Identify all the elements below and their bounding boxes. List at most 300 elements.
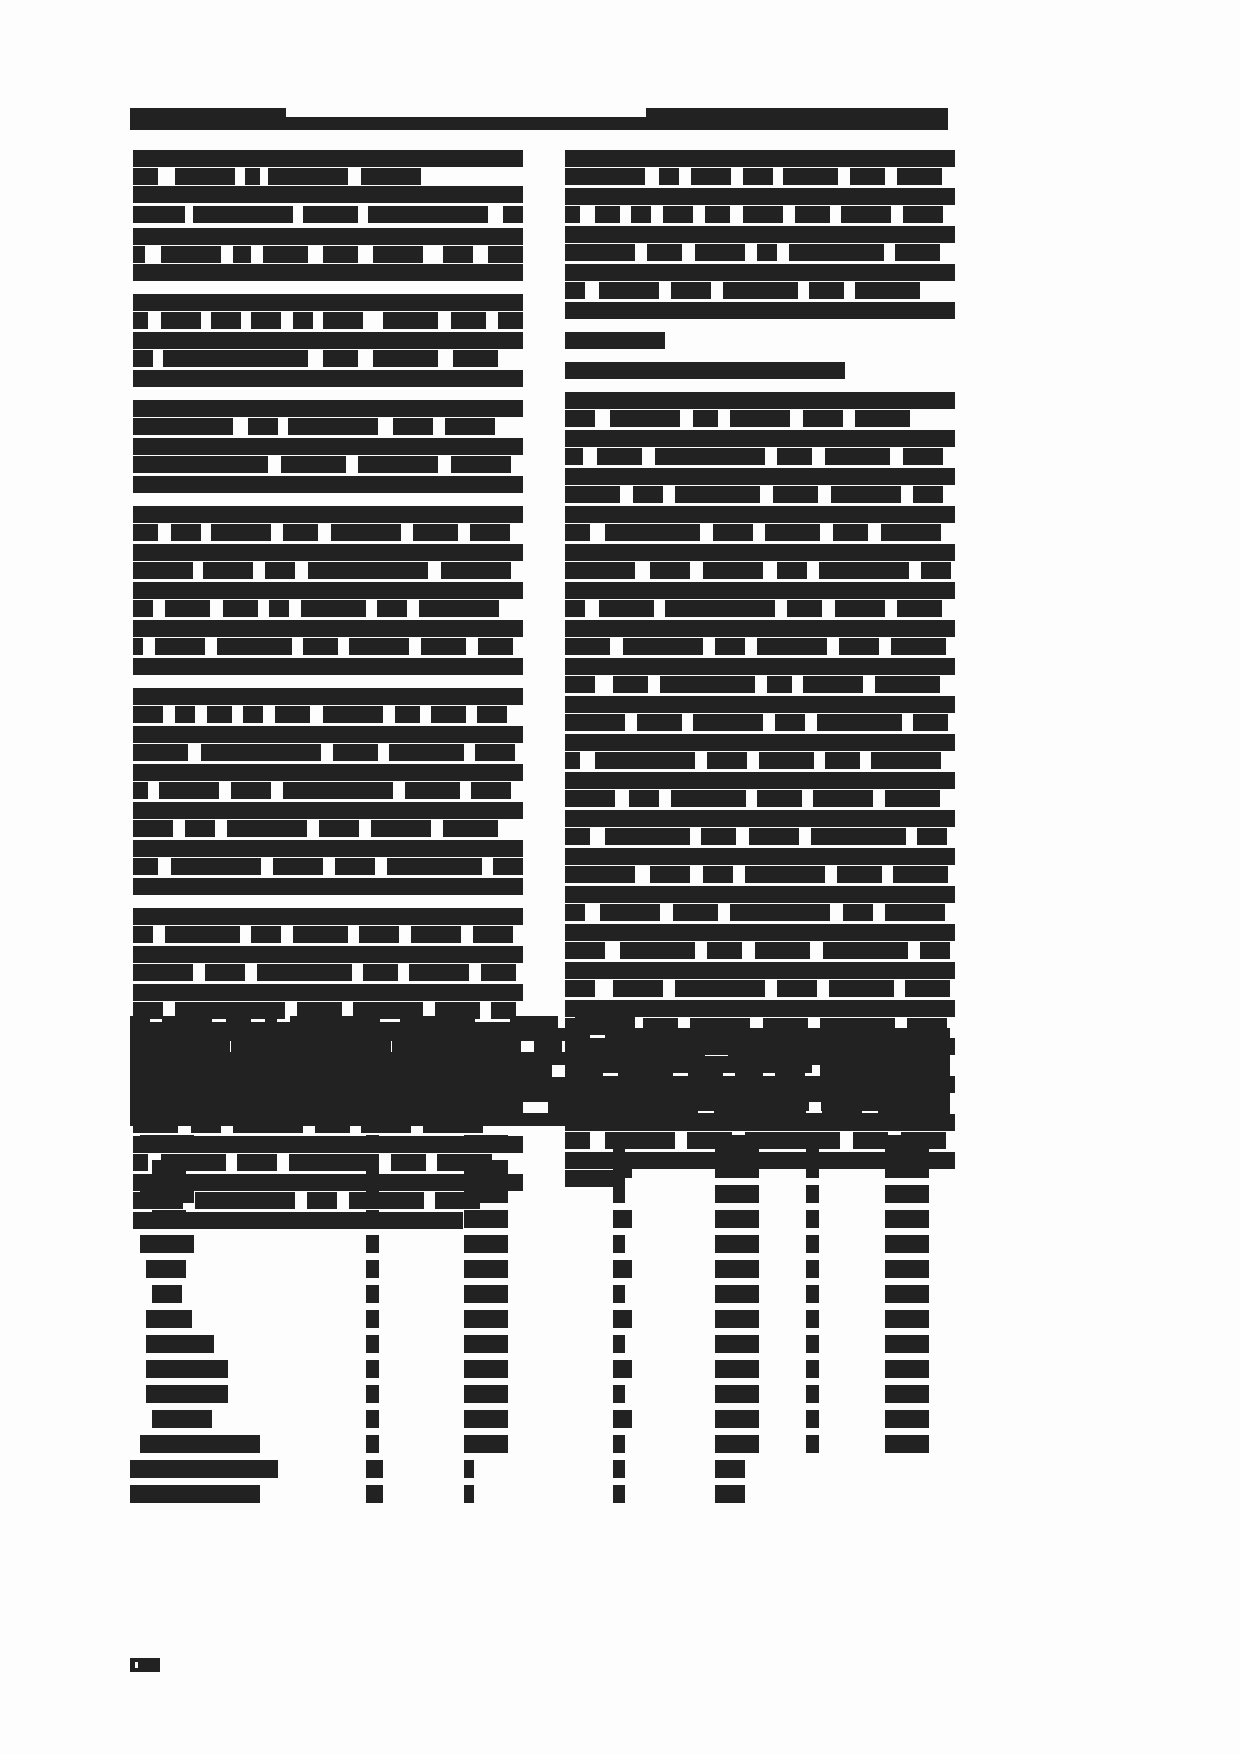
table-cell-text [130, 1257, 131, 1258]
redacted-text-span [599, 282, 659, 299]
table-row-label [152, 1160, 186, 1178]
redacted-text-span [743, 168, 773, 185]
table-cell [885, 1360, 929, 1378]
redacted-text-span [231, 782, 271, 799]
table-cell-text [130, 1232, 131, 1233]
table-cell [806, 1260, 819, 1278]
redacted-text-span [471, 782, 511, 799]
table-cell-text [130, 1432, 131, 1433]
redacted-text-span [833, 524, 868, 541]
redacted-text-span [745, 866, 825, 883]
redacted-text-span [283, 524, 318, 541]
redacted-text-span [161, 246, 221, 263]
redacted-text-span [245, 168, 260, 185]
table-cell-text [130, 1282, 131, 1283]
redacted-text-span [825, 448, 890, 465]
table-cell [366, 1160, 379, 1178]
redacted-text-span [565, 150, 955, 167]
redacted-text-span [599, 600, 654, 617]
redacted-text-span [395, 706, 420, 723]
redacted-text-span [673, 904, 718, 921]
table-cell [885, 1410, 929, 1428]
redacted-text-span [903, 206, 943, 223]
redacted-text-span [633, 486, 663, 503]
redacted-text-span [565, 582, 955, 599]
redacted-text-span [133, 476, 523, 493]
redacted-text-span [565, 282, 585, 299]
redacted-text-span [650, 562, 690, 579]
redacted-text-span [913, 714, 948, 731]
redacted-text-span [730, 904, 830, 921]
table-cell-text [130, 1357, 131, 1358]
table-cell [613, 1285, 625, 1303]
redacted-text-span [185, 820, 215, 837]
redacted-text-span [175, 168, 235, 185]
redacted-text-span [349, 638, 409, 655]
redacted-text-span [675, 486, 760, 503]
table-row[interactable] [130, 1132, 950, 1157]
redacted-text-span [358, 456, 438, 473]
redacted-text-span [203, 562, 253, 579]
table-row-label [140, 1435, 260, 1453]
table-cell [715, 1160, 759, 1178]
table-row[interactable] [130, 1407, 950, 1432]
table-cell-text [130, 1232, 131, 1233]
redacted-text-span [133, 658, 523, 675]
table-cell [885, 1135, 929, 1153]
table-cell-text [130, 1207, 131, 1208]
redacted-text-span [478, 638, 513, 655]
table-row-label [146, 1260, 186, 1278]
table-cell-text [130, 1207, 131, 1208]
redacted-text-span [823, 942, 908, 959]
table-row-label [152, 1285, 182, 1303]
redacted-text-span [405, 782, 460, 799]
redacted-text-span [133, 638, 143, 655]
redacted-text-span [453, 350, 498, 367]
redacted-text-span [498, 312, 523, 329]
redacted-text-span [565, 226, 955, 243]
redacted-text-span [377, 600, 407, 617]
redacted-text-span [728, 1052, 950, 1065]
table-row[interactable] [130, 1282, 950, 1307]
table-row[interactable] [130, 1332, 950, 1357]
table-cell [806, 1360, 819, 1378]
redacted-text-span [133, 688, 523, 705]
table-cell-text [130, 1182, 131, 1183]
table-cell-text [130, 1382, 131, 1383]
redacted-text-span [133, 764, 523, 781]
redacted-text-span [671, 790, 746, 807]
table-row[interactable] [130, 1207, 950, 1232]
redacted-text-span [373, 246, 423, 263]
redacted-text-span [841, 206, 891, 223]
table-row[interactable] [130, 1457, 950, 1482]
table-row[interactable] [130, 1232, 950, 1257]
redacted-text-span [913, 486, 943, 503]
redacted-text-span [705, 206, 730, 223]
redacted-text-span [565, 866, 635, 883]
table-cell [613, 1210, 632, 1228]
table-cell [366, 1235, 379, 1253]
paragraph [133, 400, 523, 493]
table-cell-text [130, 1432, 131, 1433]
redacted-text-span [813, 790, 873, 807]
table-row-label-text [130, 1157, 131, 1158]
table-cell [885, 1160, 929, 1178]
table-cell-text [130, 1382, 131, 1383]
redacted-text-span [133, 150, 523, 167]
redacted-text-span [133, 908, 523, 925]
table-cell-text [130, 1157, 131, 1158]
redacted-text-span [293, 312, 313, 329]
redacted-text-span [565, 524, 590, 541]
redacted-text-span [269, 600, 289, 617]
redacted-text-span [389, 744, 464, 761]
redacted-text-span [675, 980, 765, 997]
table-cell [366, 1285, 379, 1303]
redacted-text-span [133, 264, 523, 281]
redacted-text-span [595, 752, 695, 769]
redacted-text-span [133, 294, 523, 311]
redacted-text-span [409, 964, 469, 981]
redacted-text-span [595, 206, 620, 223]
table-cell-text [130, 1407, 131, 1408]
redacted-text-span [565, 430, 955, 447]
redacted-text-span [803, 410, 843, 427]
table-cell-text [130, 1332, 131, 1333]
table-cell-text [130, 1157, 131, 1158]
table-cell-text [130, 1257, 131, 1258]
table-cell [715, 1235, 759, 1253]
redacted-text-span [743, 206, 783, 223]
redacted-text-span [481, 964, 516, 981]
redacted-text-span [133, 400, 523, 417]
redacted-text-span [565, 1000, 955, 1017]
redacted-text-span [881, 524, 941, 541]
redacted-text-span [451, 312, 486, 329]
redacted-text-span [671, 282, 711, 299]
table-cell-text [130, 1132, 131, 1133]
table-cell-text [130, 1382, 131, 1383]
redacted-text-span [373, 350, 438, 367]
table-cell [715, 1435, 759, 1453]
redacted-text-span [693, 714, 763, 731]
table-cell [464, 1260, 508, 1278]
redacted-text-span [831, 486, 901, 503]
table-row[interactable] [130, 1307, 950, 1332]
table-cell-text [130, 1157, 131, 1158]
table-row[interactable] [130, 1382, 950, 1407]
table-cell-text [130, 1332, 131, 1333]
table-cell [613, 1310, 632, 1328]
redacted-text-span [789, 244, 884, 261]
redacted-text-span [331, 524, 401, 541]
redacted-text-span [133, 802, 523, 819]
table-cell [464, 1335, 508, 1353]
paragraph [133, 688, 523, 895]
redacted-text-span [163, 350, 308, 367]
table-row-label-text [130, 1307, 131, 1308]
redacted-text-span [363, 964, 398, 981]
redacted-text-span [383, 312, 438, 329]
table-cell-text [130, 1357, 131, 1358]
table-cell [366, 1260, 379, 1278]
redacted-text-span [839, 638, 879, 655]
table-cell-text [130, 1407, 131, 1408]
redacted-text-span [565, 562, 635, 579]
redacted-text-span [133, 228, 523, 245]
redacted-text-span [655, 448, 765, 465]
redacted-text-span [565, 600, 585, 617]
table-row[interactable] [130, 1182, 950, 1207]
redacted-text-span [565, 302, 955, 319]
redacted-text-span [371, 820, 431, 837]
redacted-text-span [223, 600, 258, 617]
table-row[interactable] [130, 1482, 950, 1507]
redacted-text-span [288, 418, 378, 435]
table-cell [715, 1460, 745, 1478]
table-cell [806, 1385, 819, 1403]
table-cell-text [130, 1282, 131, 1283]
table-cell-text [130, 1157, 131, 1158]
redacted-text-span [565, 448, 583, 465]
table-cell-text [130, 1282, 131, 1283]
table-cell-text [130, 1207, 131, 1208]
table-cell-text [130, 1457, 131, 1458]
table-cell [366, 1410, 379, 1428]
table-cell-text [130, 1332, 131, 1333]
table-row-label [152, 1410, 212, 1428]
table-cell [464, 1210, 508, 1228]
redacted-text-span [703, 866, 733, 883]
redacted-text-span [565, 244, 635, 261]
table-row[interactable] [130, 1257, 950, 1282]
redacted-text-span [693, 410, 718, 427]
table-cell-text [130, 1132, 131, 1133]
table-row-label-text [130, 1232, 131, 1233]
redacted-text-span [605, 828, 690, 845]
table-row-label [140, 1135, 194, 1153]
redacted-text-span [133, 726, 523, 743]
redacted-text-span [265, 562, 295, 579]
table-cell-text [130, 1307, 131, 1308]
table-cell [806, 1210, 819, 1228]
redacted-text-span [443, 820, 498, 837]
redacted-text-span [323, 246, 358, 263]
table-cell-text [130, 1482, 131, 1483]
redacted-text-span [749, 828, 799, 845]
table-cell-text [130, 1307, 131, 1308]
redacted-text-span [565, 362, 845, 379]
table-row[interactable] [130, 1432, 950, 1457]
redacted-text-span [663, 206, 693, 223]
redacted-text-span [421, 638, 466, 655]
redacted-text-span [819, 562, 909, 579]
table-cell-text [130, 1432, 131, 1433]
table-cell-text [130, 1332, 131, 1333]
table-caption-bars [130, 1016, 950, 1065]
redacted-text-span [211, 524, 271, 541]
redacted-text-span [565, 714, 625, 731]
redacted-text-span [281, 456, 346, 473]
table-cell [885, 1285, 929, 1303]
redacted-text-span [133, 350, 153, 367]
table-cell-text [130, 1382, 131, 1383]
redacted-text-span [565, 772, 955, 789]
table-cell [613, 1135, 625, 1153]
table-cell-text [130, 1357, 131, 1358]
redacted-text-span [707, 942, 742, 959]
table-row[interactable] [130, 1157, 950, 1182]
table-cell [715, 1485, 745, 1503]
table-cell-text [130, 1482, 131, 1483]
table-cell-text [130, 1407, 131, 1408]
redacted-text-span [243, 706, 263, 723]
table-cell [806, 1160, 819, 1178]
redacted-text-span [133, 964, 193, 981]
redacted-text-span [227, 820, 307, 837]
table-row-label [146, 1385, 228, 1403]
table-cell [464, 1435, 508, 1453]
redacted-text-span [715, 638, 745, 655]
redacted-text-span [133, 438, 523, 455]
redacted-text-span [565, 544, 955, 561]
redacted-text-span [133, 562, 193, 579]
redacted-text-span [610, 410, 680, 427]
paragraph [133, 150, 523, 281]
table-row-label-text [130, 1382, 131, 1383]
table-cell [464, 1385, 508, 1403]
table-cell [366, 1435, 379, 1453]
redacted-text-span [565, 392, 955, 409]
table-cell-text [130, 1282, 131, 1283]
redacted-text-span [795, 206, 830, 223]
redacted-text-span [650, 866, 690, 883]
table-cell-text [130, 1282, 131, 1283]
table-cell [464, 1485, 474, 1503]
table-row-label [146, 1335, 214, 1353]
redacted-text-span [605, 524, 700, 541]
redacted-text-span [473, 926, 513, 943]
table-cell [715, 1360, 759, 1378]
redacted-text-span [387, 858, 482, 875]
redacted-text-span [133, 984, 523, 1001]
redacted-text-span [130, 1113, 950, 1126]
redacted-text-span [477, 706, 507, 723]
table-row[interactable] [130, 1357, 950, 1382]
table-cell [366, 1460, 383, 1478]
table-cell-text [130, 1132, 131, 1133]
table-cell-text [130, 1332, 131, 1333]
redacted-text-span [283, 782, 393, 799]
table-cell [806, 1285, 819, 1303]
redacted-text-span [885, 904, 945, 921]
table-cell-text [130, 1407, 131, 1408]
redacted-text-span [205, 964, 245, 981]
redacted-text-span [155, 638, 205, 655]
redacted-text-span [921, 562, 951, 579]
redacted-text-span [631, 206, 651, 223]
table-cell-text [130, 1307, 131, 1308]
redacted-text-span [777, 980, 817, 997]
table-cell-text [130, 1382, 131, 1383]
table-cell [464, 1310, 508, 1328]
table-cell-text [130, 1307, 131, 1308]
redacted-text-span [600, 904, 660, 921]
redacted-text-span [565, 620, 955, 637]
redacted-text-span [837, 866, 882, 883]
table-cell [613, 1460, 625, 1478]
page-number [130, 1658, 160, 1672]
table-cell [464, 1285, 508, 1303]
redacted-text-span [475, 744, 515, 761]
table-cell [613, 1360, 632, 1378]
redacted-text-span [659, 168, 679, 185]
table-row-label [130, 1485, 260, 1503]
table-cell [464, 1160, 508, 1178]
table-row-label [152, 1210, 186, 1228]
redacted-text-span [829, 980, 894, 997]
redacted-text-span [565, 264, 955, 281]
redacted-text-span [855, 282, 920, 299]
table-header-bars [130, 1065, 950, 1126]
table-cell-text [130, 1357, 131, 1358]
redacted-text-span [411, 926, 461, 943]
redacted-text-span [855, 410, 910, 427]
redacted-text-span [691, 168, 731, 185]
table-row-label-text [130, 1332, 131, 1333]
redacted-text-span [723, 282, 798, 299]
redacted-text-span [893, 866, 948, 883]
redacted-text-span [359, 926, 399, 943]
redacted-text-span [885, 790, 940, 807]
table-cell [366, 1335, 379, 1353]
redacted-text-span [443, 246, 473, 263]
table-cell-text [130, 1307, 131, 1308]
redacted-text-span [783, 168, 838, 185]
redacted-text-span [565, 904, 585, 921]
redacted-text-span [565, 506, 955, 523]
table-cell [806, 1335, 819, 1353]
table-cell [613, 1160, 632, 1178]
table-cell-text [130, 1207, 131, 1208]
table-cell-text [130, 1132, 131, 1133]
redacted-text-span [133, 544, 523, 561]
page-number-notch [135, 1662, 138, 1668]
redacted-text-span [201, 744, 321, 761]
redacted-text-span [917, 828, 947, 845]
table-cell-text [130, 1432, 131, 1433]
table-cell [613, 1485, 625, 1503]
redacted-text-span [130, 1052, 705, 1065]
section-heading [565, 332, 955, 349]
table-cell [366, 1485, 383, 1503]
table-cell [806, 1185, 819, 1203]
table-cell [366, 1360, 379, 1378]
table-cell [885, 1260, 929, 1278]
redacted-text-span [565, 734, 955, 751]
redacted-text-span [757, 638, 827, 655]
redacted-text-span [133, 206, 185, 223]
redacted-text-span [777, 448, 812, 465]
redacted-text-span [133, 168, 158, 185]
redacted-text-span [133, 506, 523, 523]
redacted-text-span [843, 904, 873, 921]
redacted-text-span [441, 562, 511, 579]
table-cell-text [130, 1182, 131, 1183]
table-cell-text [130, 1182, 131, 1183]
